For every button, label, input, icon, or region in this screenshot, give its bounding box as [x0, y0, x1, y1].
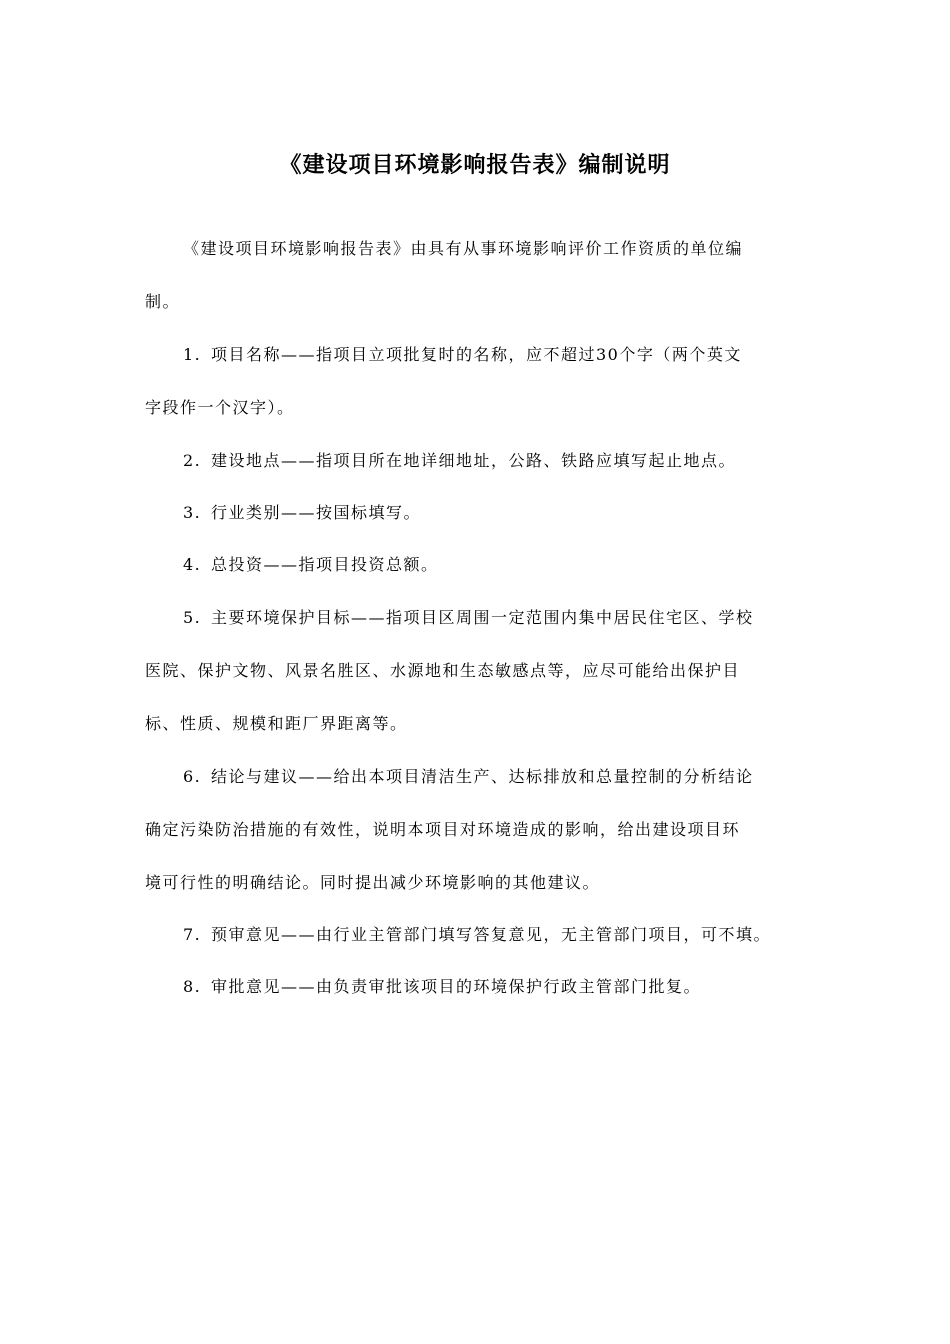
list-item-7	[183, 922, 771, 945]
list-item-text: 项目名称——指项目立项批复时的名称，应不超过30个字（两个英文	[211, 345, 742, 364]
list-item-6	[183, 764, 754, 787]
intro-line-2: 制。	[145, 292, 181, 311]
list-item-text: 总投资——指项目投资总额。	[211, 555, 439, 574]
list-item-6-continuation-1: 确定污染防治措施的有效性，说明本项目对环境造成的影响，给出建设项目环	[145, 820, 741, 839]
list-item-number: 8.	[183, 977, 202, 996]
list-item-5-continuation-1: 医院、保护文物、风景名胜区、水源地和生态敏感点等，应尽可能给出保护目	[145, 661, 741, 680]
list-item-text: 建设地点——指项目所在地详细地址，公路、铁路应填写起止地点。	[211, 451, 737, 470]
list-item-2	[183, 448, 736, 471]
list-item-text: 结论与建议——给出本项目清洁生产、达标排放和总量控制的分析结论	[211, 767, 754, 786]
list-item-4	[183, 552, 439, 575]
list-item-text: 审批意见——由负责审批该项目的环境保护行政主管部门批复。	[211, 977, 702, 996]
list-item-number: 7.	[183, 925, 202, 944]
list-item-number: 1.	[183, 345, 202, 364]
list-item-1	[183, 342, 742, 365]
list-item-5-continuation-2: 标、性质、规模和距厂界距离等。	[145, 714, 408, 733]
list-item-text: 主要环境保护目标——指项目区周围一定范围内集中居民住宅区、学校	[211, 608, 754, 627]
list-item-1-continuation: 字段作一个汉字）。	[145, 398, 295, 417]
list-item-3	[183, 500, 421, 523]
page-title: 《建设项目环境影响报告表》编制说明	[279, 152, 671, 178]
list-item-number: 5.	[183, 608, 202, 627]
list-item-number: 3.	[183, 503, 202, 522]
intro-line-1: 《建设项目环境影响报告表》由具有从事环境影响评价工作资质的单位编	[183, 239, 744, 258]
list-item-8	[183, 974, 701, 997]
list-item-5	[183, 605, 754, 628]
list-item-text: 预审意见——由行业主管部门填写答复意见，无主管部门项目，可不填。	[211, 925, 772, 944]
list-item-number: 6.	[183, 767, 202, 786]
list-item-number: 4.	[183, 555, 202, 574]
list-item-6-continuation-2: 境可行性的明确结论。同时提出减少环境影响的其他建议。	[145, 873, 601, 892]
list-item-text: 行业类别——按国标填写。	[211, 503, 422, 522]
list-item-number: 2.	[183, 451, 202, 470]
